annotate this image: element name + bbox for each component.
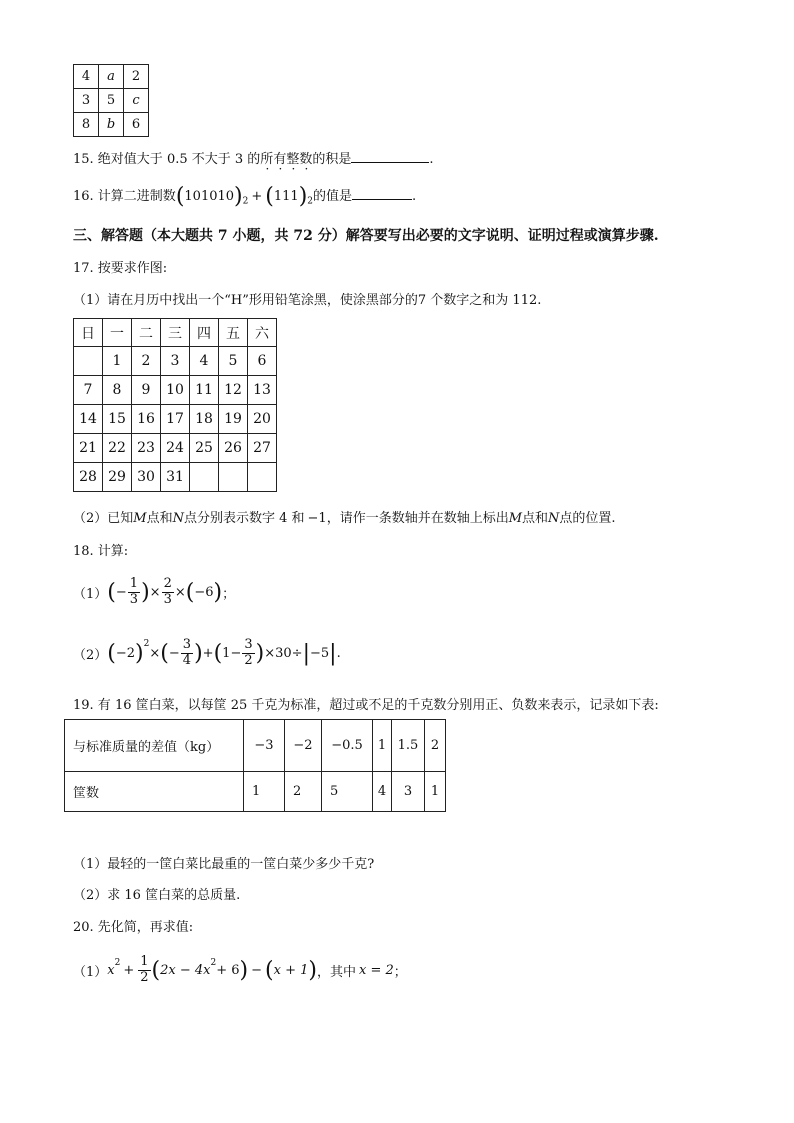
calendar-cell[interactable] [248, 463, 277, 492]
denominator: 3 [129, 591, 139, 607]
calendar-header-cell: 五 [219, 319, 248, 347]
question-20-part1 [73, 950, 407, 990]
expression: x + 1 [273, 962, 309, 978]
table-cell: −2 [285, 720, 322, 772]
table-cell: 1 [244, 772, 285, 812]
semicolon: ； [222, 586, 236, 602]
calendar-cell[interactable]: 15 [103, 405, 132, 434]
fraction [138, 955, 150, 985]
fraction [242, 638, 254, 668]
label: （1） [73, 964, 108, 980]
grid-cell: 5 [99, 89, 124, 113]
calendar-cell[interactable]: 6 [248, 347, 277, 376]
calendar-header-cell: 六 [248, 319, 277, 347]
calendar-cell[interactable] [190, 463, 219, 492]
condition: x = 2 [359, 962, 394, 978]
minus-sign: − [115, 584, 127, 600]
answer-blank[interactable] [351, 162, 429, 163]
calendar-cell[interactable]: 4 [190, 347, 219, 376]
paren: ) [239, 957, 249, 983]
q15-text: 15. 绝对值大于 0.5 不大于 3 的 [73, 152, 261, 167]
grid-cell: 6 [124, 113, 149, 137]
calendar-cell[interactable]: 18 [190, 405, 219, 434]
calendar-cell[interactable]: 29 [103, 463, 132, 492]
paren: ) [194, 640, 203, 666]
number: 1 [222, 645, 231, 661]
binary-number: 101010 [184, 189, 235, 204]
calendar-cell[interactable]: 8 [103, 376, 132, 405]
fraction [128, 577, 140, 607]
calendar-cell[interactable]: 10 [161, 376, 190, 405]
dotted-char: 数 [299, 152, 313, 167]
text: （2）已知 [73, 511, 134, 526]
times-sign: × [174, 584, 186, 600]
question-19-title: 19. 有 16 筐白菜，以每筐 25 千克为标准，超过或不足的千克数分别用正、负数来表示，记录如下表: [73, 698, 659, 713]
number: 30 [275, 645, 292, 661]
calendar-cell[interactable]: 23 [132, 434, 161, 463]
question-17-part1: （1）请在月历中找出一个“H”形用铅笔涂黑，使涂黑部分的7 个数字之和为 112. [73, 293, 542, 308]
calendar-header-cell: 二 [132, 319, 161, 347]
expression: + 6 [216, 962, 240, 978]
calendar-cell[interactable]: 7 [74, 376, 103, 405]
paren: ( [160, 640, 169, 666]
calendar-cell[interactable]: 30 [132, 463, 161, 492]
question-18-part1 [73, 572, 235, 612]
text: 点的位置. [559, 511, 616, 526]
paren: ) [308, 957, 317, 983]
table-cell: 1 [373, 720, 392, 772]
section-heading: 三、解答题（本大题共 7 小题，共 72 分）解答要写出必要的文字说明、证明过程或演算步骤. [73, 228, 659, 244]
calendar-cell[interactable] [219, 463, 248, 492]
grid-cell: 2 [124, 65, 149, 89]
answer-blank[interactable] [352, 199, 412, 200]
paren: ( [151, 957, 161, 983]
abs-bar: | [302, 640, 310, 666]
question-18-part2 [73, 633, 341, 673]
paren: ( [175, 184, 185, 209]
paren: ) [234, 184, 243, 209]
grid-cell: 4 [74, 65, 99, 89]
dotted-char: 整 [286, 152, 300, 167]
calendar-header-cell: 四 [190, 319, 219, 347]
paren: ) [255, 640, 265, 666]
table-cell: 2 [425, 720, 446, 772]
grid-cell: c [124, 89, 149, 113]
fraction [162, 577, 174, 607]
table-cell: −0.5 [322, 720, 373, 772]
paren: ( [107, 579, 116, 605]
semicolon: ； [393, 964, 407, 980]
plus-sign: + [251, 189, 263, 204]
denominator: 3 [163, 591, 172, 607]
paren: ( [265, 957, 274, 983]
plus-sign: + [123, 962, 135, 978]
label: （1） [73, 586, 108, 602]
calendar-cell[interactable]: 27 [248, 434, 277, 463]
minus-sign: − [230, 645, 242, 661]
calendar-header-cell: 日 [74, 319, 103, 347]
period: . [336, 645, 341, 661]
calendar-cell[interactable]: 16 [132, 405, 161, 434]
text: ，其中 [317, 964, 357, 980]
calendar-cell[interactable]: 14 [74, 405, 103, 434]
number: −1 [307, 511, 327, 526]
table-cell: 1.5 [392, 720, 425, 772]
calendar-cell[interactable]: 21 [74, 434, 103, 463]
plus-sign: + [202, 645, 214, 661]
calendar-cell[interactable]: 25 [190, 434, 219, 463]
number: −5 [310, 645, 330, 661]
times-sign: × [149, 584, 161, 600]
abs-bar: | [329, 640, 337, 666]
number: −2 [115, 645, 136, 661]
numerator: 1 [140, 954, 149, 970]
paren: ( [265, 184, 274, 209]
calendar-cell[interactable]: 12 [219, 376, 248, 405]
calendar-cell[interactable]: 5 [219, 347, 248, 376]
text: 点和 [146, 511, 173, 526]
paren: ( [107, 640, 116, 666]
calendar-header-cell: 三 [161, 319, 190, 347]
exponent: 2 [210, 958, 217, 968]
table-cell: 5 [322, 772, 373, 812]
numerator: 2 [163, 576, 172, 592]
calendar-cell[interactable] [74, 347, 103, 376]
divide-sign: ÷ [291, 645, 303, 661]
text: 点和 [522, 511, 549, 526]
exponent: 2 [143, 639, 150, 649]
paren: ( [213, 640, 223, 666]
base-subscript: 2 [242, 196, 249, 207]
exponent: 2 [114, 958, 121, 968]
calendar-table [73, 318, 277, 492]
q15-text-tail: 的积是 [312, 152, 352, 167]
question-15 [73, 148, 434, 167]
denominator: 4 [182, 652, 192, 668]
calendar-cell[interactable]: 17 [161, 405, 190, 434]
calendar-cell[interactable]: 28 [74, 463, 103, 492]
table-cell: 1 [425, 772, 446, 812]
calendar-cell[interactable]: 24 [161, 434, 190, 463]
calendar-cell[interactable]: 13 [248, 376, 277, 405]
calendar-cell[interactable]: 19 [219, 405, 248, 434]
calendar-cell[interactable]: 1 [103, 347, 132, 376]
denominator: 2 [140, 969, 149, 985]
question-20-title: 20. 先化简，再求值: [73, 920, 194, 935]
number: −6 [194, 584, 214, 600]
var-x: x [107, 962, 115, 978]
row-label: 筐数 [65, 772, 244, 812]
base-subscript: 2 [307, 196, 314, 207]
paren: ) [213, 579, 223, 605]
dotted-char: 有 [273, 152, 287, 167]
question-18-title: 18. 计算: [73, 544, 129, 559]
calendar-cell[interactable]: 26 [219, 434, 248, 463]
calendar-cell[interactable]: 22 [103, 434, 132, 463]
question-17-title: 17. 按要求作图: [73, 261, 168, 276]
grid-cell: b [99, 113, 124, 137]
number-grid [73, 64, 149, 137]
calendar-cell[interactable]: 2 [132, 347, 161, 376]
var-N: N [548, 511, 560, 526]
table-cell: 3 [392, 772, 425, 812]
q16-text-tail: 的值是 [313, 189, 353, 204]
row-label: 与标准质量的差值（kg） [65, 720, 244, 772]
numerator: 3 [182, 637, 192, 653]
question-17-part2 [73, 507, 616, 526]
grid-cell: 3 [74, 89, 99, 113]
var-M: M [508, 511, 523, 526]
paren: ) [298, 184, 308, 209]
text: 点分别表示数字 4 和 [183, 511, 305, 526]
times-sign: × [264, 645, 276, 661]
numerator: 1 [129, 576, 139, 592]
var-N: N [172, 511, 184, 526]
period: . [429, 152, 434, 167]
label: （2） [73, 647, 108, 663]
grid-cell: a [99, 65, 124, 89]
calendar-header-cell: 一 [103, 319, 132, 347]
period: . [412, 189, 417, 204]
minus-sign: − [168, 645, 180, 661]
denominator: 2 [244, 652, 253, 668]
paren: ) [141, 579, 150, 605]
cabbage-table [64, 719, 446, 812]
minus-sign: − [251, 962, 263, 978]
table-cell: 4 [373, 772, 392, 812]
calendar-cell[interactable]: 20 [248, 405, 277, 434]
numerator: 3 [244, 637, 253, 653]
paren: ) [135, 640, 144, 666]
calendar-cell[interactable]: 11 [190, 376, 219, 405]
calendar-cell[interactable]: 9 [132, 376, 161, 405]
question-16 [73, 184, 416, 209]
text: ，请作一条数轴并在数轴上标出 [326, 511, 509, 526]
q16-text: 16. 计算二进制数 [73, 189, 176, 204]
calendar-cell[interactable]: 3 [161, 347, 190, 376]
var-M: M [133, 511, 147, 526]
fraction [181, 638, 193, 668]
binary-number: 111 [273, 189, 299, 204]
calendar-cell[interactable]: 31 [161, 463, 190, 492]
table-cell: 2 [285, 772, 322, 812]
question-19-part1: （1）最轻的一筐白菜比最重的一筐白菜少多少千克? [73, 857, 375, 872]
question-19-part2: （2）求 16 筐白菜的总质量. [73, 888, 241, 903]
paren: ( [185, 579, 195, 605]
table-cell: −3 [244, 720, 285, 772]
expression: 2x − 4x [160, 962, 211, 978]
dotted-char: 所 [260, 152, 274, 167]
times-sign: × [149, 645, 161, 661]
grid-cell: 8 [74, 113, 99, 137]
